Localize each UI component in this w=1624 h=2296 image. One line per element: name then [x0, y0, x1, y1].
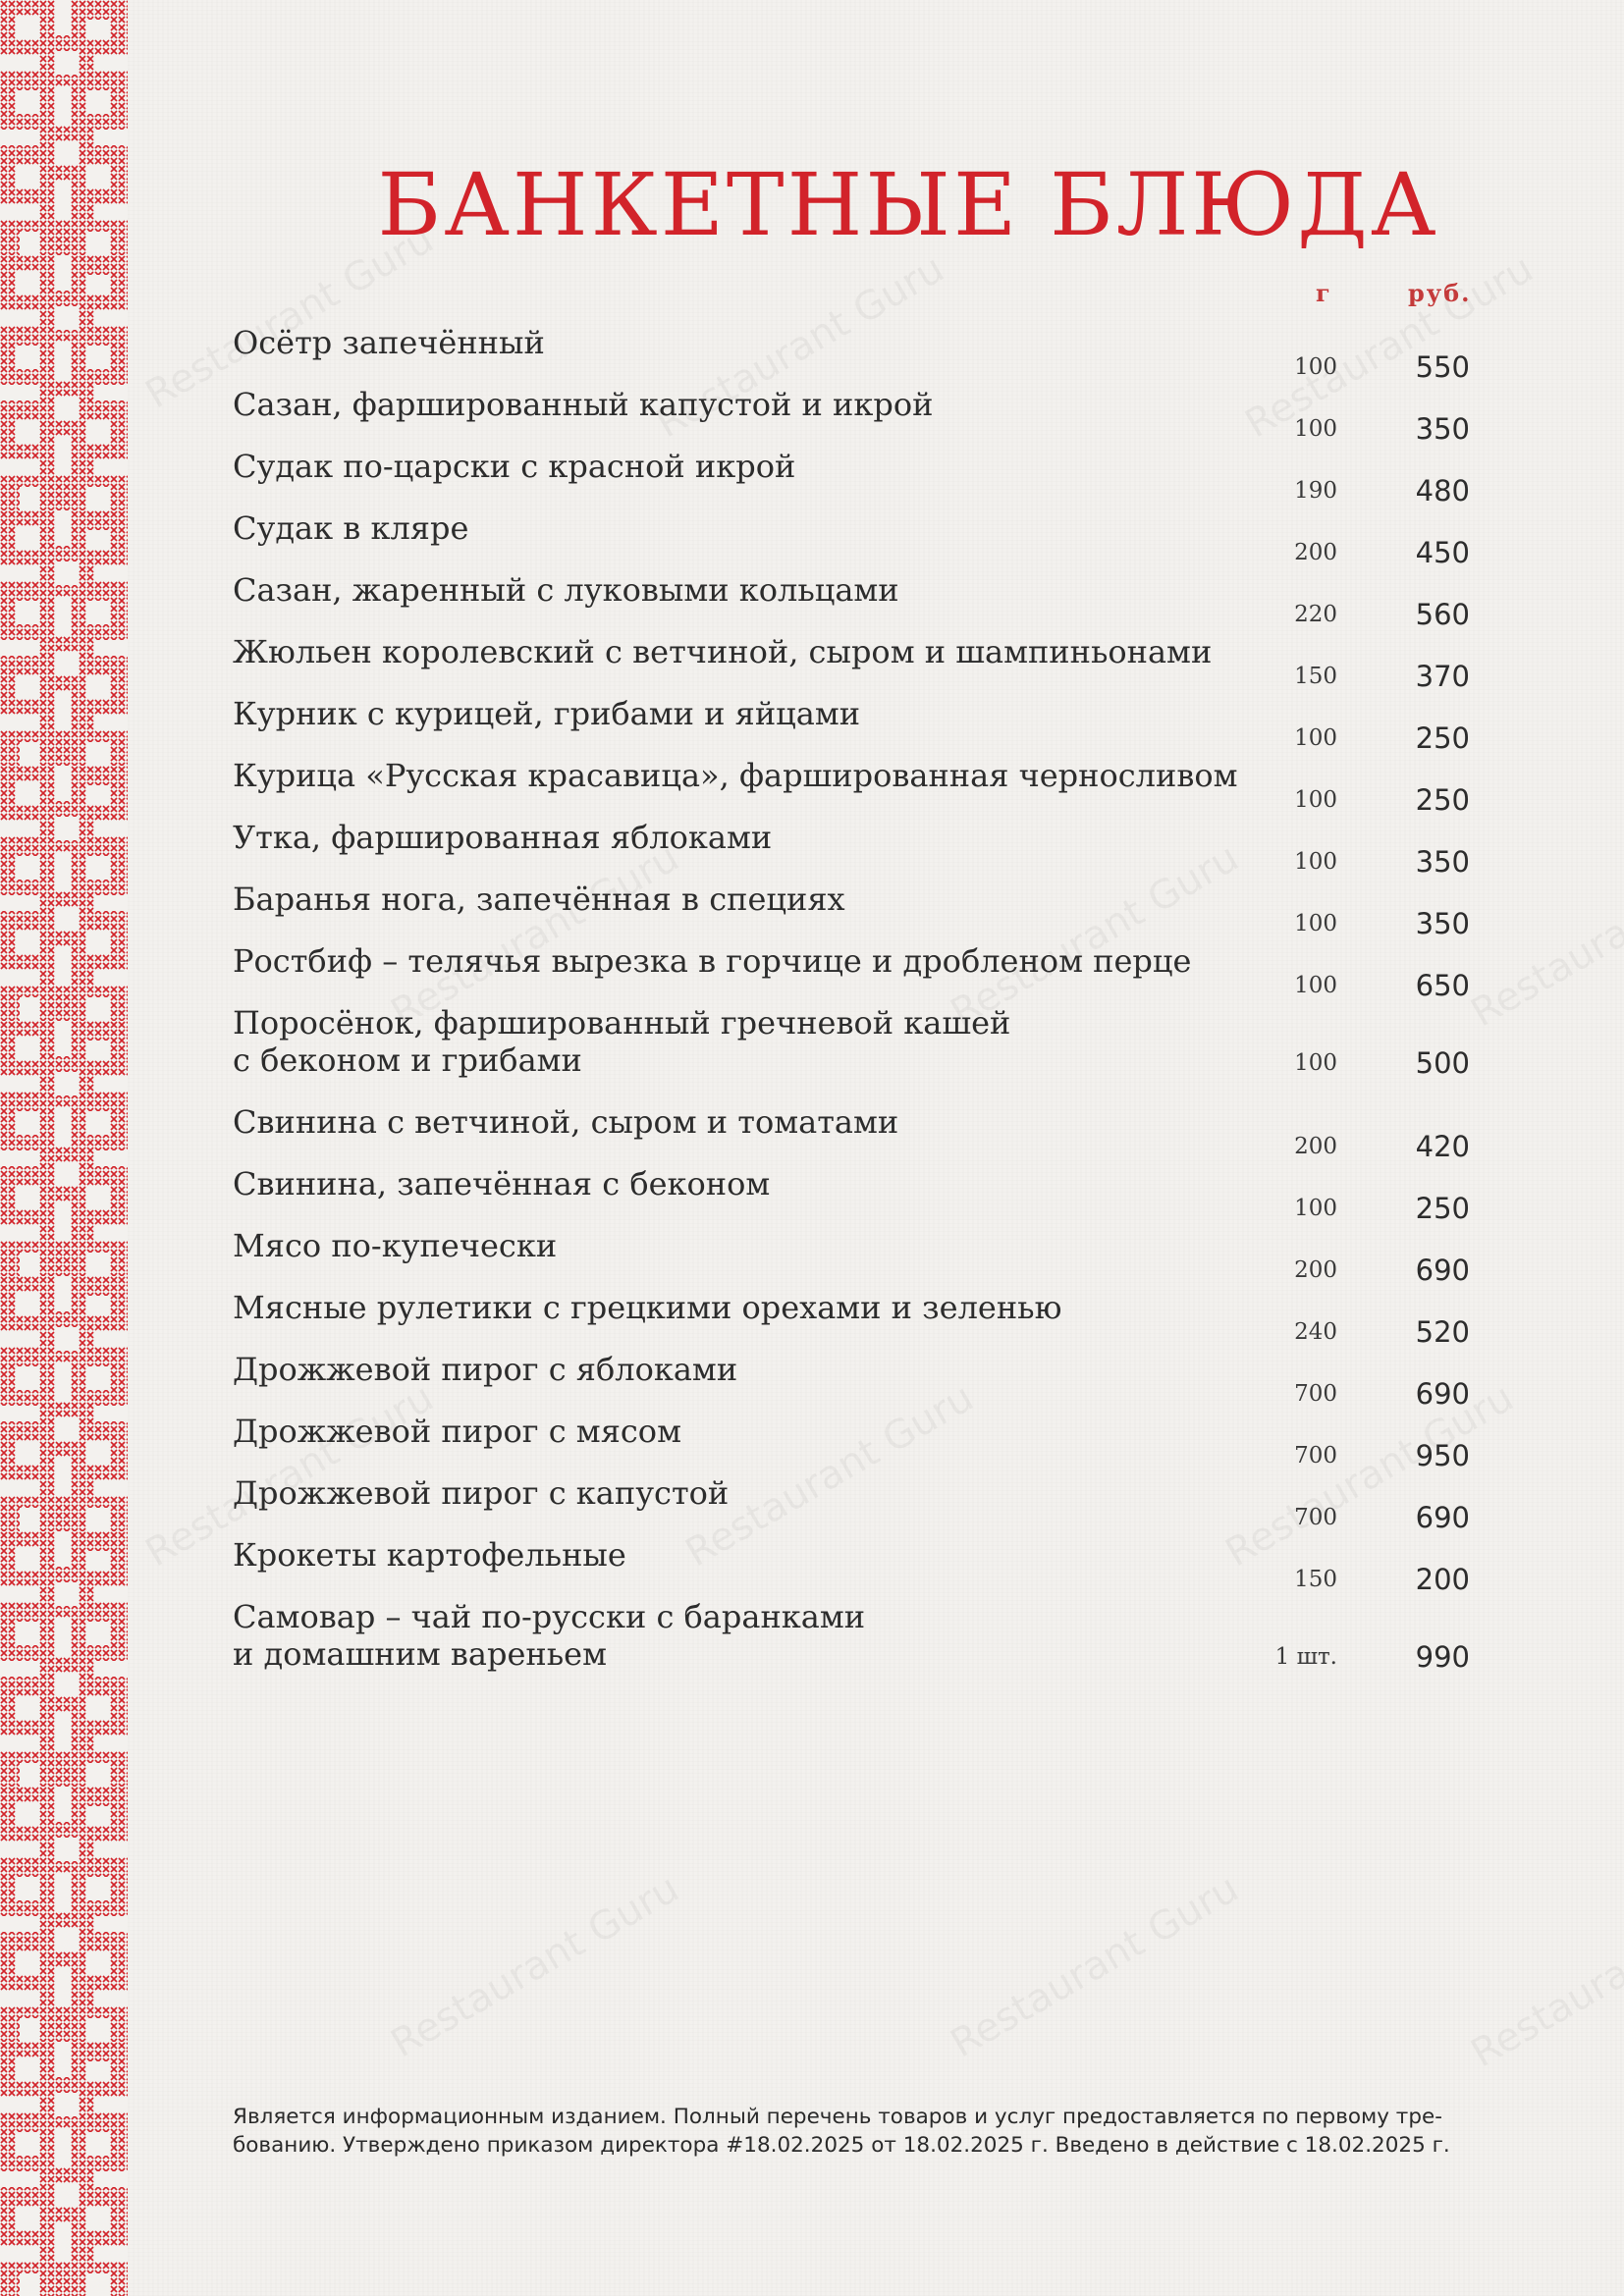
dish-price: 520 [1415, 1315, 1470, 1349]
watermark [1464, 835, 1624, 1037]
dish-name: Осётр запечённый [233, 324, 545, 361]
dish-name: Свинина с ветчиной, сыром и томатами [233, 1103, 899, 1141]
embroidery-border-ornament [0, 0, 128, 2296]
menu-item [233, 633, 1470, 695]
dish-price: 560 [1415, 598, 1470, 631]
dish-weight: 240 [1294, 1319, 1337, 1345]
legal-footer-note [233, 2103, 1480, 2160]
dish-weight: 700 [1294, 1381, 1337, 1407]
dish-name: Крокеты картофельные [233, 1536, 626, 1574]
menu-item [233, 1413, 1470, 1474]
watermark [944, 1866, 1247, 2067]
menu-item [233, 695, 1470, 757]
dish-price: 950 [1415, 1439, 1470, 1472]
dish-price: 650 [1415, 969, 1470, 1002]
dish-weight: 700 [1294, 1505, 1337, 1530]
dish-price: 250 [1415, 1192, 1470, 1225]
dish-name: Дрожжевой пирог с яблоками [233, 1351, 738, 1388]
menu-item [233, 386, 1470, 448]
dish-weight: 200 [1294, 1134, 1337, 1159]
menu-item [233, 509, 1470, 571]
dish-weight: 100 [1294, 725, 1337, 751]
dish-price: 200 [1415, 1563, 1470, 1596]
menu-item [233, 942, 1470, 1004]
dish-name: Свинина, запечённая с беконом [233, 1165, 771, 1202]
menu-item [233, 1289, 1470, 1351]
dish-weight: 100 [1294, 973, 1337, 998]
dish-name: Дрожжевой пирог с капустой [233, 1474, 730, 1512]
price-column-header: руб. [1408, 279, 1472, 307]
menu-list [233, 324, 1470, 1697]
dish-price: 450 [1415, 536, 1470, 569]
dish-name: Курник с курицей, грибами и яйцами [233, 695, 861, 732]
dish-price: 500 [1415, 1046, 1470, 1080]
footer-line-1: Является информационным изданием. Полный перечень товаров и услуг предоставляется по первому тре- [233, 2105, 1442, 2129]
dish-weight: 100 [1294, 1196, 1337, 1221]
dish-price: 990 [1415, 1640, 1470, 1674]
dish-weight: 150 [1294, 664, 1337, 689]
dish-name: Утка, фаршированная яблоками [233, 819, 773, 856]
menu-item [233, 1227, 1470, 1289]
dish-name: Ростбиф – телячья вырезка в горчице и дробленом перце [233, 942, 1192, 980]
dish-price: 250 [1415, 721, 1470, 755]
dish-name: Жюльен королевский с ветчиной, сыром и шампиньонами [233, 633, 1213, 670]
dish-name: Судак по-царски с красной икрой [233, 448, 796, 485]
dish-price: 250 [1415, 783, 1470, 817]
dish-price: 480 [1415, 474, 1470, 507]
dish-price: 350 [1415, 412, 1470, 446]
dish-weight: 100 [1294, 849, 1337, 875]
watermark [1464, 1876, 1624, 2077]
footer-line-2: бованию. Утверждено приказом директора #18.02.2025 от 18.02.2025 г. Введено в действие с 18.02.2025 г. [233, 2133, 1450, 2158]
menu-item [233, 1536, 1470, 1598]
dish-price: 690 [1415, 1501, 1470, 1534]
dish-name: Судак в кляре [233, 509, 469, 547]
dish-price: 690 [1415, 1254, 1470, 1287]
dish-weight: 190 [1294, 478, 1337, 504]
dish-weight: 100 [1294, 354, 1337, 380]
dish-name: Баранья нога, запечённая в специях [233, 881, 845, 918]
weight-column-header: г [1316, 279, 1332, 307]
menu-item [233, 571, 1470, 633]
dish-weight: 100 [1294, 1050, 1337, 1076]
dish-weight: 100 [1294, 416, 1337, 442]
dish-price: 350 [1415, 907, 1470, 940]
dish-weight: 200 [1294, 540, 1337, 565]
menu-item [233, 819, 1470, 881]
dish-price: 350 [1415, 845, 1470, 879]
watermark [384, 1866, 687, 2067]
menu-item [233, 757, 1470, 819]
dish-name: Мясо по-купечески [233, 1227, 558, 1264]
dish-name-line-1: Самовар – чай по-русски с баранками [233, 1598, 866, 1635]
menu-item [233, 448, 1470, 509]
dish-name-line-2: и домашним вареньем [233, 1635, 607, 1673]
dish-name-line-1: Поросёнок, фаршированный гречневой кашей [233, 1004, 1011, 1041]
menu-item [233, 1598, 1470, 1697]
dish-weight: 150 [1294, 1567, 1337, 1592]
dish-weight: 100 [1294, 787, 1337, 813]
dish-name: Курица «Русская красавица», фаршированная черносливом [233, 757, 1238, 794]
menu-item [233, 1103, 1470, 1165]
dish-price: 690 [1415, 1377, 1470, 1411]
dish-price: 420 [1415, 1130, 1470, 1163]
dish-name: Сазан, фаршированный капустой и икрой [233, 386, 934, 423]
dish-name: Мясные рулетики с грецкими орехами и зеленью [233, 1289, 1062, 1326]
dish-price: 550 [1415, 350, 1470, 384]
menu-item [233, 1351, 1470, 1413]
menu-item [233, 1165, 1470, 1227]
dish-weight: 100 [1294, 911, 1337, 936]
dish-name-line-2: с беконом и грибами [233, 1041, 582, 1079]
dish-name: Дрожжевой пирог с мясом [233, 1413, 681, 1450]
dish-price: 370 [1415, 660, 1470, 693]
menu-item [233, 1474, 1470, 1536]
dish-name: Сазан, жаренный с луковыми кольцами [233, 571, 899, 609]
dish-weight: 220 [1294, 602, 1337, 627]
menu-item [233, 324, 1470, 386]
menu-item [233, 881, 1470, 942]
menu-item [233, 1004, 1470, 1103]
dish-weight: 200 [1294, 1257, 1337, 1283]
dish-weight: 700 [1294, 1443, 1337, 1468]
dish-weight: 1 шт. [1274, 1644, 1337, 1670]
page-title: БАНКЕТНЫЕ БЛЮДА [377, 154, 1439, 255]
